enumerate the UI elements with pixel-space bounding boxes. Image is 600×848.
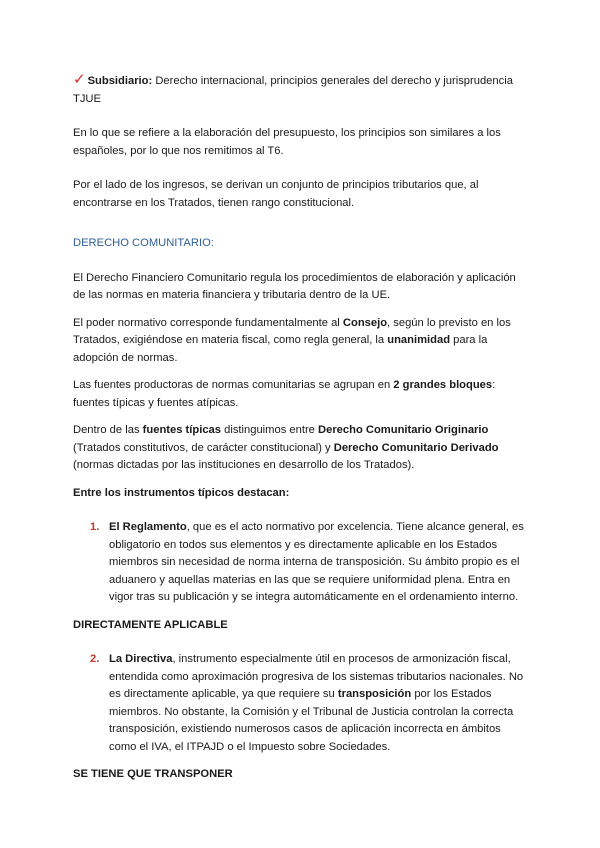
text-span: por los Estados miembros. No obstante, la Comisión y el Tribunal de Justicia controlan la correcta transposición, existiendo numerosos casos de aplicación incorrecta en ámbitos como el IVA, el ITPAJD o el Impuesto sobre Sociedades.: [109, 688, 514, 753]
text-span: , según lo previsto en los Tratados, exigiéndose en materia fiscal, como regla general, la: [73, 316, 511, 346]
text-span: (Tratados constitutivos, de carácter constitucional) y: [73, 441, 334, 454]
bold-originario: Derecho Comunitario Originario: [318, 424, 489, 436]
paragraph-financiero: El Derecho Financiero Comunitario regula los procedimientos de elaboración y aplicación de las normas en materia financiera y tributaria dentro de la UE.: [73, 271, 516, 301]
list-number: 1.: [90, 521, 100, 533]
heading-derecho-comunitario: DERECHO COMUNITARIO:: [73, 237, 214, 249]
text-span: , que es el acto normativo por excelencia. Tiene alcance general, es obligatorio en todos sus elementos y es directamente aplicable en los Estados miembros sin necesidad de norma interna de transposición. Su ámbito propio es el aduanero y aquellas materias en las que se requiere uniformidad plena. Entra en vigor tras su publicación y se integra automáticamente en el ordenamiento interno.: [109, 521, 524, 603]
text-span: : fuentes típicas y fuentes atípicas.: [73, 379, 496, 409]
paragraph-poder-normativo: [73, 315, 528, 368]
check-icon: ✓: [73, 71, 86, 88]
text-span: para la adopción de normas.: [73, 334, 488, 364]
bold-directiva: La Directiva: [109, 653, 173, 665]
document-page: [73, 71, 528, 784]
bold-transposicion: transposición: [337, 688, 412, 700]
list-item-reglamento: [73, 519, 528, 607]
bold-fuentes-tipicas: fuentes típicas: [142, 424, 221, 436]
paragraph-fuentes-tipicas: [73, 422, 528, 475]
text-span: , instrumento especialmente útil en procesos de armonización fiscal, entendida como aproximación progresiva de los sistemas tributarios nacionales. No es directamente aplicable, ya que requiere su: [109, 653, 524, 700]
paragraph-fuentes: [73, 377, 528, 412]
subsidiario-label: Subsidiario:: [87, 75, 153, 87]
heading-directamente-aplicable: DIRECTAMENTE APLICABLE: [73, 618, 228, 631]
text-span: El poder normativo corresponde fundamentalmente al: [73, 316, 343, 329]
paragraph-presupuesto: En lo que se refiere a la elaboración del presupuesto, los principios son similares a los españoles, por lo que nos remitimos al T6.: [73, 127, 501, 157]
heading-instrumentos: Entre los instrumentos típicos destacan:: [73, 486, 290, 499]
bold-derivado: Derecho Comunitario Derivado: [333, 441, 499, 454]
bold-consejo: Consejo: [342, 316, 388, 329]
text-span: distinguimos entre: [221, 424, 319, 436]
list-item-directiva: [73, 651, 528, 756]
bold-bloques: 2 grandes bloques: [393, 379, 493, 391]
text-span: Las fuentes productoras de normas comunitarias se agrupan en: [73, 379, 394, 391]
list-number: 2.: [90, 653, 100, 665]
text-span: (normas dictadas por las instituciones en desarrollo de los Tratados).: [73, 459, 415, 471]
subsidiario-text: Derecho internacional, principios generales del derecho y jurisprudencia TJUE: [73, 75, 513, 105]
text-span: Dentro de las: [73, 424, 143, 436]
bold-reglamento: El Reglamento: [109, 521, 187, 533]
heading-se-tiene-que-transponer: SE TIENE QUE TRANSPONER: [73, 768, 233, 780]
paragraph-ingresos: Por el lado de los ingresos, se derivan un conjunto de principios tributarios que, al encontrarse en los Tratados, tienen rango constitucional.: [73, 179, 479, 209]
subsidiario-line: [73, 71, 528, 108]
bold-unanimidad: unanimidad: [387, 334, 451, 346]
